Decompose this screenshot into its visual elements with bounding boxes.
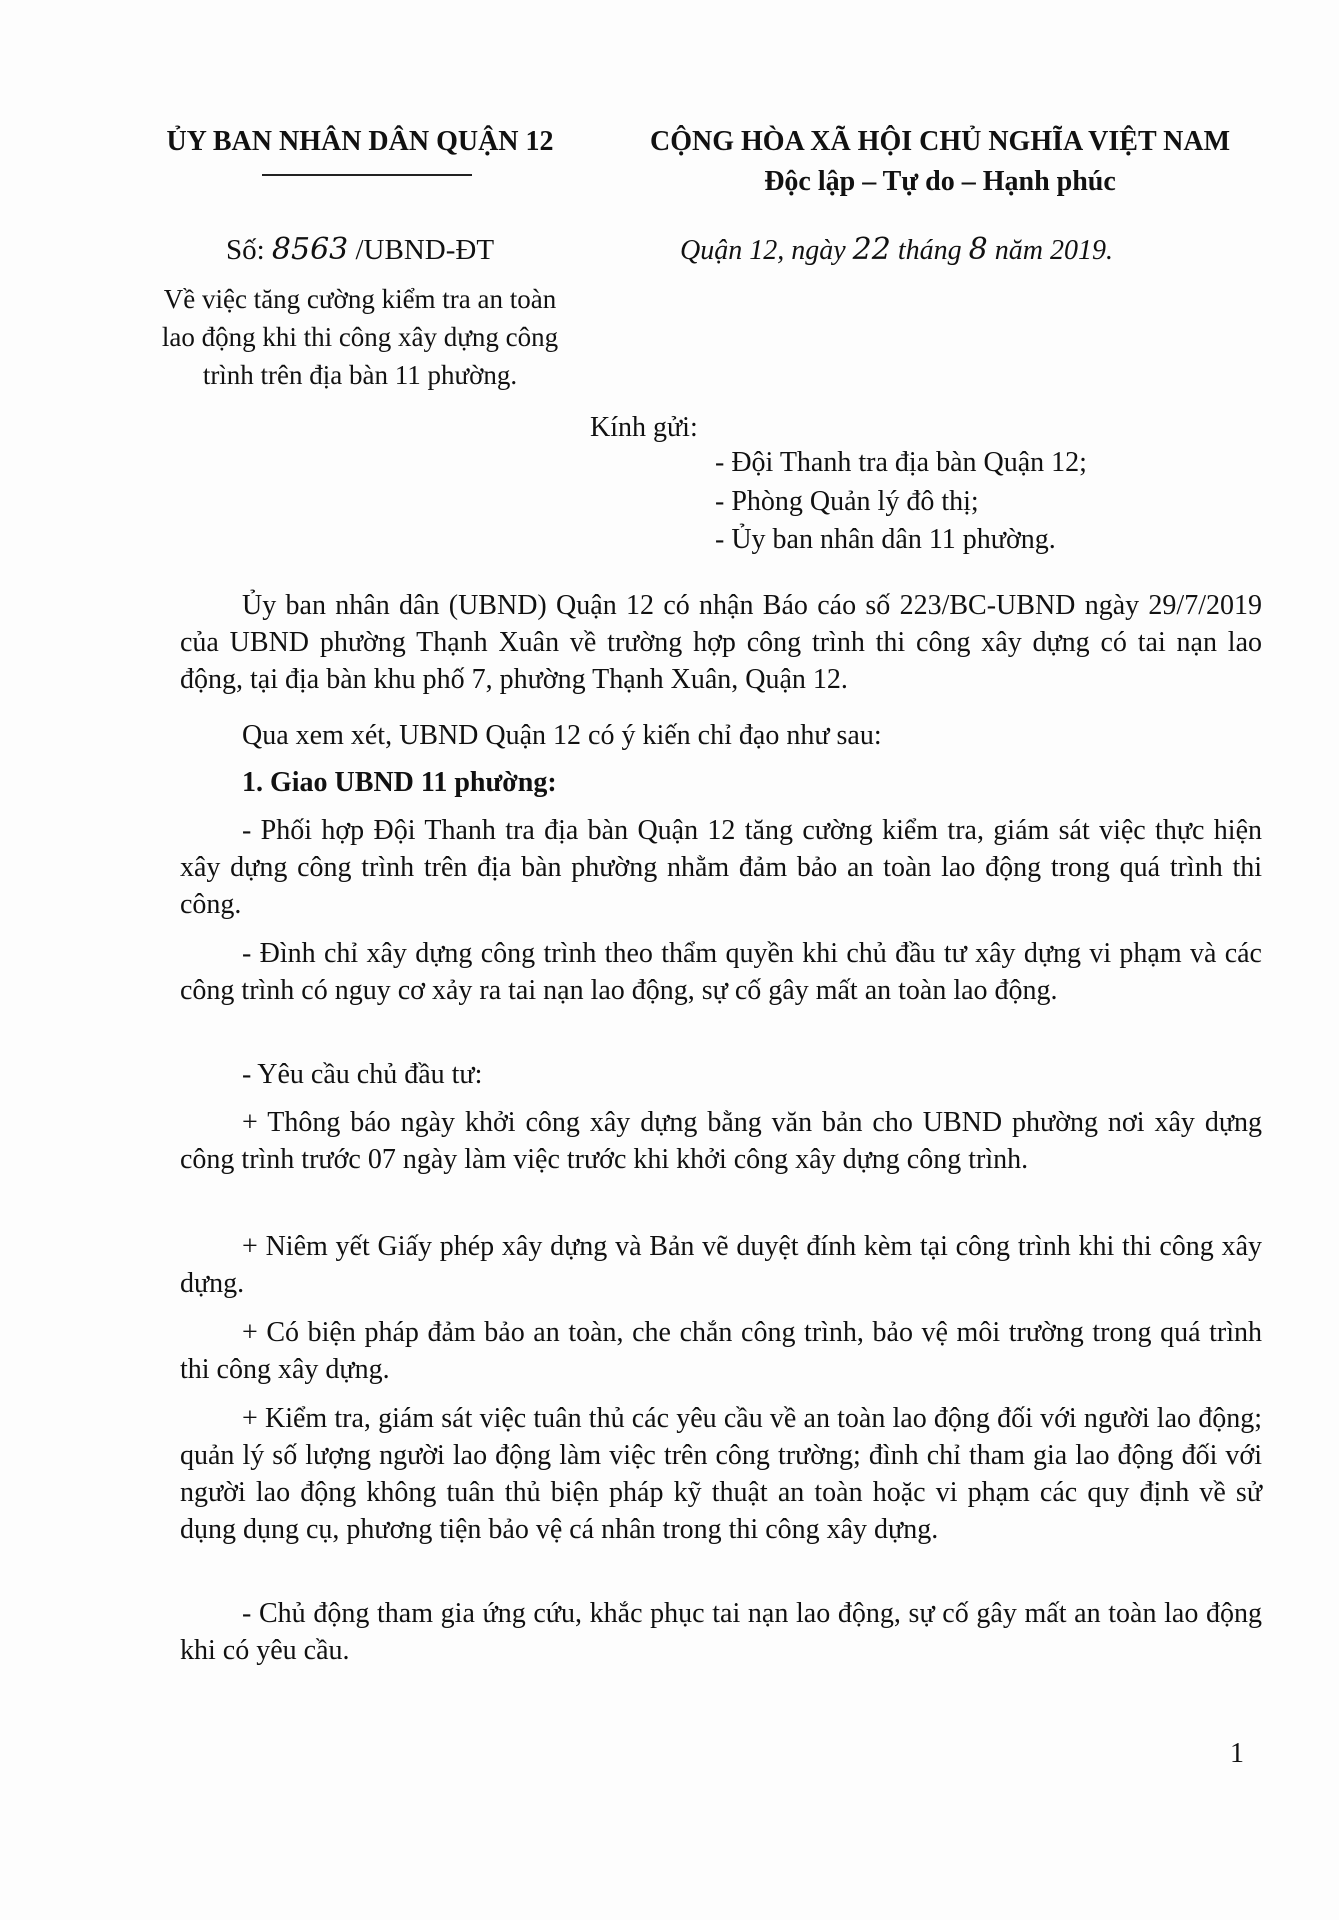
date-month-label: tháng bbox=[890, 235, 969, 266]
body-paragraph: + Niêm yết Giấy phép xây dựng và Bản vẽ duyệt đính kèm tại công trình khi thi công xây dựng. bbox=[180, 1231, 1262, 1299]
document-number bbox=[150, 232, 570, 267]
organization-underline bbox=[262, 174, 472, 176]
national-title: CỘNG HÒA XÃ HỘI CHỦ NGHĨA VIỆT NAM bbox=[649, 126, 1231, 157]
body-paragraph: Qua xem xét, UBND Quận 12 có ý kiến chỉ đạo như sau: bbox=[242, 720, 882, 751]
national-motto: Độc lập – Tự do – Hạnh phúc bbox=[764, 166, 1116, 197]
body-paragraph: + Có biện pháp đảm bảo an toàn, che chắn công trình, bảo vệ môi trường trong quá trình thi công xây dựng. bbox=[180, 1317, 1262, 1385]
body-paragraph: - Đình chỉ xây dựng công trình theo thẩm quyền khi chủ đầu tư xây dựng vi phạm và các công trình có nguy cơ xảy ra tai nạn lao động, sự cố gây mất an toàn lao động. bbox=[180, 938, 1262, 1006]
number-prefix: Số: bbox=[225, 234, 272, 266]
issuing-organization: ỦY BAN NHÂN DÂN QUẬN 12 bbox=[166, 126, 554, 157]
recipients-greeting: Kính gửi: bbox=[590, 412, 698, 443]
recipient-item: - Phòng Quản lý đô thị; bbox=[715, 486, 979, 517]
body-paragraph: Ủy ban nhân dân (UBND) Quận 12 có nhận Báo cáo số 223/BC-UBND ngày 29/7/2019 của UBND phường Thạnh Xuân về trường hợp công trình thi công xây dựng có tai nạn lao động, tại địa bàn khu phố 7, phường Thạnh Xuân, Quận 12. bbox=[180, 590, 1262, 695]
date-year: năm 2019. bbox=[987, 235, 1113, 266]
recipient-item: - Ủy ban nhân dân 11 phường. bbox=[715, 524, 1056, 555]
body-paragraph: + Kiểm tra, giám sát việc tuân thủ các yêu cầu về an toàn lao động đối với người lao động; quản lý số lượng người lao động làm việc trên công trường; đình chỉ tham gia lao động đối với người lao động không tuân thủ biện pháp kỹ thuật an toàn hoặc vi phạm các quy định về sử dụng dụng cụ, phương tiện bảo vệ cá nhân trong thi công xây dựng. bbox=[180, 1403, 1262, 1545]
number-handwritten: 8563 bbox=[271, 232, 349, 267]
date-prefix: Quận 12, ngày bbox=[680, 235, 853, 266]
body-paragraph: - Phối hợp Đội Thanh tra địa bàn Quận 12 tăng cường kiểm tra, giám sát việc thực hiện xây dựng công trình trên địa bàn phường nhằm đảm bảo an toàn lao động trong quá trình thi công. bbox=[180, 815, 1262, 920]
body-paragraph: - Yêu cầu chủ đầu tư: bbox=[242, 1059, 483, 1090]
issue-date bbox=[680, 232, 1113, 267]
date-day-handwritten: 22 bbox=[852, 232, 891, 267]
page-number: 1 bbox=[1230, 1738, 1244, 1769]
recipient-item: - Đội Thanh tra địa bàn Quận 12; bbox=[715, 447, 1087, 478]
number-suffix: /UBND-ĐT bbox=[348, 234, 495, 266]
body-paragraph: + Thông báo ngày khởi công xây dựng bằng văn bản cho UBND phường nơi xây dựng công trình trước 07 ngày làm việc trước khi khởi công xây dựng công trình. bbox=[180, 1107, 1262, 1175]
section-heading: 1. Giao UBND 11 phường: bbox=[242, 767, 557, 798]
date-month-handwritten: 8 bbox=[968, 232, 988, 267]
document-subject: Về việc tăng cường kiểm tra an toàn lao động khi thi công xây dựng công trình trên địa bàn 11 phường. bbox=[161, 284, 559, 390]
body-paragraph: - Chủ động tham gia ứng cứu, khắc phục tai nạn lao động, sự cố gây mất an toàn lao động khi có yêu cầu. bbox=[180, 1598, 1262, 1666]
